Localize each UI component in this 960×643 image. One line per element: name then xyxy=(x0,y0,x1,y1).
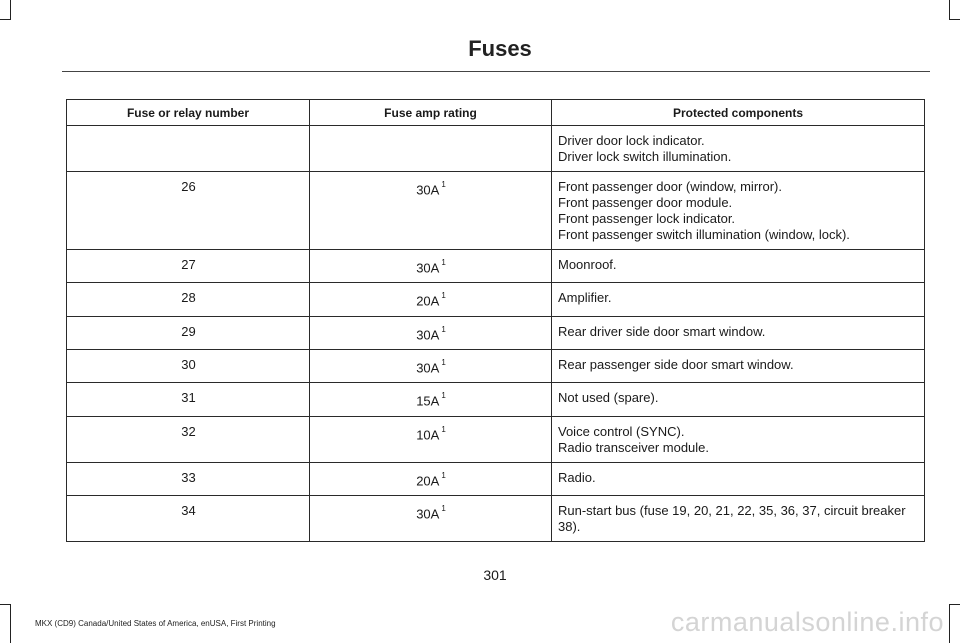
fuse-number: 32 xyxy=(67,416,310,462)
footnote-marker: 1 xyxy=(441,258,446,267)
fuse-amp-rating-cell xyxy=(310,416,552,462)
crop-mark-bottom-left xyxy=(10,604,11,643)
fuse-amp-rating: 30A xyxy=(416,360,440,376)
footnote-marker: 1 xyxy=(441,424,446,434)
fuse-number: 28 xyxy=(67,283,310,316)
protected-component: Radio transceiver module. xyxy=(558,439,710,455)
fuse-number: 33 xyxy=(67,462,310,495)
crop-mark-top-left xyxy=(0,19,11,20)
fuse-number: 27 xyxy=(67,250,310,283)
protected-components-cell xyxy=(552,283,925,316)
table-row xyxy=(67,250,925,283)
table-row xyxy=(67,495,925,541)
protected-component: Rear passenger side door smart window. xyxy=(558,356,794,372)
protected-component: Rear driver side door smart window. xyxy=(558,323,766,339)
footnote-marker: 1 xyxy=(441,503,446,513)
crop-mark-bottom-left xyxy=(0,604,11,605)
fuse-amp-rating-cell xyxy=(310,495,552,541)
fuse-number: 26 xyxy=(67,172,310,250)
table-row xyxy=(67,462,925,495)
protected-component: Amplifier. xyxy=(558,290,612,306)
fuse-amp-rating-cell xyxy=(310,462,552,495)
protected-components-cell xyxy=(552,383,925,416)
page-title: Fuses xyxy=(468,36,532,61)
protected-component: Voice control (SYNC). xyxy=(558,423,685,439)
table-header-row xyxy=(67,100,925,126)
fuse-amp-rating-cell xyxy=(310,349,552,382)
crop-mark-top-right xyxy=(949,19,960,20)
fuse-amp-rating: 10A xyxy=(416,426,440,442)
fuse-amp-rating-cell xyxy=(310,383,552,416)
fuse-number: 29 xyxy=(67,316,310,349)
fuse-table xyxy=(66,99,925,542)
fuse-amp-rating: 30A xyxy=(416,506,440,522)
watermark: carmanualsonline.info xyxy=(670,607,944,637)
protected-component: Front passenger door module. xyxy=(558,195,733,210)
protected-component: Driver lock switch illumination. xyxy=(558,149,732,164)
protected-component: Front passenger door (window, mirror). xyxy=(558,179,782,194)
column-header-fuse-number: Fuse or relay number xyxy=(67,100,310,126)
fuse-number: 31 xyxy=(67,383,310,416)
protected-components-cell xyxy=(552,495,925,541)
footnote-marker: 1 xyxy=(441,391,446,401)
protected-component: Moonroof. xyxy=(558,257,617,272)
fuse-amp-rating: 15A xyxy=(416,393,440,409)
footnote-marker: 1 xyxy=(441,291,446,301)
protected-component: Front passenger lock indicator. xyxy=(558,211,736,226)
table-row xyxy=(67,126,925,172)
fuse-amp-rating-cell xyxy=(310,126,552,172)
crop-mark-top-right xyxy=(949,0,950,20)
crop-mark-bottom-right xyxy=(949,604,960,605)
footnote-marker: 1 xyxy=(441,180,446,189)
table-body xyxy=(67,126,925,542)
crop-mark-bottom-right xyxy=(949,604,950,643)
page-number: 301 xyxy=(483,567,507,583)
protected-component: Radio. xyxy=(558,469,596,485)
fuse-amp-rating: 20A xyxy=(416,293,440,309)
protected-components-cell xyxy=(552,126,925,172)
protected-components-cell xyxy=(552,316,925,349)
fuse-amp-rating-cell xyxy=(310,172,552,250)
fuse-amp-rating: 20A xyxy=(416,472,440,488)
footnote-marker: 1 xyxy=(441,324,446,334)
protected-component: Driver door lock indicator. xyxy=(558,133,705,148)
table-row xyxy=(67,283,925,316)
footer-text: MKX (CD9) Canada/United States of America, enUSA, First Printing xyxy=(35,619,276,628)
fuse-amp-rating: 30A xyxy=(416,260,440,276)
table-row xyxy=(67,316,925,349)
table-row xyxy=(67,383,925,416)
crop-mark-top-left xyxy=(10,0,11,20)
column-header-amp-rating: Fuse amp rating xyxy=(310,100,552,126)
column-header-protected-components: Protected components xyxy=(552,100,925,126)
fuse-number: 30 xyxy=(67,349,310,382)
protected-component: Not used (spare). xyxy=(558,390,659,406)
protected-components-cell xyxy=(552,462,925,495)
protected-components-cell xyxy=(552,250,925,283)
footnote-marker: 1 xyxy=(441,357,446,367)
fuse-amp-rating-cell xyxy=(310,283,552,316)
protected-components-cell xyxy=(552,349,925,382)
fuse-number xyxy=(67,126,310,172)
fuse-amp-rating: 30A xyxy=(416,326,440,342)
protected-components-cell xyxy=(552,416,925,462)
table-row xyxy=(67,349,925,382)
protected-components-cell xyxy=(552,172,925,250)
table-row xyxy=(67,416,925,462)
fuse-number: 34 xyxy=(67,495,310,541)
table-row xyxy=(67,172,925,250)
fuse-amp-rating-cell xyxy=(310,316,552,349)
footnote-marker: 1 xyxy=(441,470,446,480)
fuse-amp-rating: 30A xyxy=(416,182,440,198)
protected-component: Run-start bus (fuse 19, 20, 21, 22, 35, 36, 37, circuit breaker 38). xyxy=(558,502,906,534)
protected-component: Front passenger switch illumination (window, lock). xyxy=(558,227,850,242)
fuse-amp-rating-cell xyxy=(310,250,552,283)
header-rule xyxy=(62,71,930,72)
